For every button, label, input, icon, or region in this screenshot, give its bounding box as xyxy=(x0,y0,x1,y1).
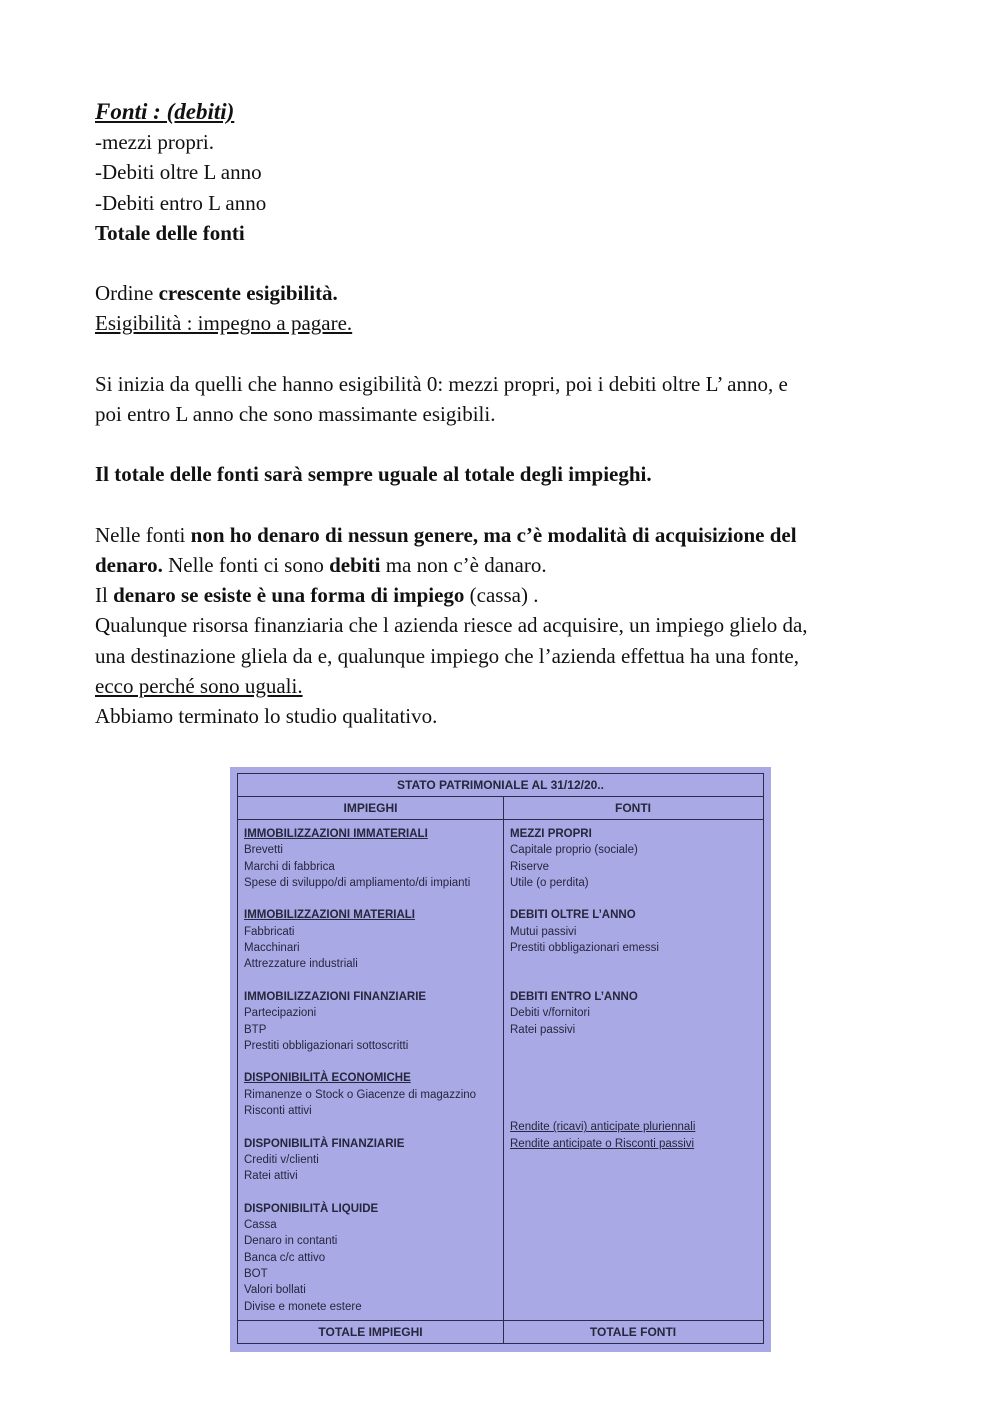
section-heading: MEZZI PROPRI xyxy=(510,828,592,840)
list-item: Divise e monete estere xyxy=(244,1300,362,1313)
total-impieghi: TOTALE IMPIEGHI xyxy=(238,1320,503,1343)
total-label: Totale delle fonti xyxy=(95,220,245,245)
bold-span: denaro. xyxy=(95,552,163,577)
bold-span: crescente esigibilità. xyxy=(158,281,338,306)
section-heading: DEBITI ENTRO L’ANNO xyxy=(510,990,638,1003)
order-line xyxy=(95,278,905,308)
text-span: (cassa) . xyxy=(464,583,539,608)
bold-span: Il totale delle fonti sarà sempre uguale al totale degli impieghi. xyxy=(95,462,652,487)
list-item: BOT xyxy=(244,1268,268,1281)
list-item: Prestiti obbligazionari emessi xyxy=(510,942,659,955)
section-heading: IMMOBILIZZAZIONI IMMATERIALI xyxy=(244,828,428,840)
impieghi-column xyxy=(244,826,499,1315)
bold-span: debiti xyxy=(329,552,381,577)
paragraph-line: poi entro L anno che sono massimante esigibili. xyxy=(95,402,496,426)
impieghi-header: IMPIEGHI xyxy=(238,797,503,820)
bold-span: denaro se esiste è una forma di impiego xyxy=(113,583,465,608)
document-body xyxy=(95,97,905,731)
list-item: -mezzi propri. xyxy=(95,130,214,155)
list-item: Rendite (ricavi) anticipate pluriennali xyxy=(510,1121,696,1134)
section-title: Fonti : (debiti) xyxy=(95,99,235,124)
list-item: Capitale proprio (sociale) xyxy=(510,844,638,857)
text-span: Nelle fonti xyxy=(95,522,191,547)
paragraph-line xyxy=(95,671,905,701)
balance-sheet-table xyxy=(237,773,764,1344)
list-item: -Debiti entro L anno xyxy=(95,190,267,215)
list-item: Rimanenze o Stock o Giacenze di magazzino xyxy=(244,1088,477,1101)
text-span: Ordine xyxy=(95,281,159,306)
paragraph-line: Abbiamo terminato lo studio qualitativo. xyxy=(95,704,438,728)
list-item: Crediti v/clienti xyxy=(244,1153,319,1166)
fonti-column xyxy=(510,826,755,1152)
list-item: Mutui passivi xyxy=(510,925,577,938)
list-item: Marchi di fabbrica xyxy=(244,860,335,873)
list-item: Denaro in contanti xyxy=(244,1235,338,1248)
text-span: Il xyxy=(95,583,114,608)
column-divider xyxy=(503,797,504,1343)
total-fonti: TOTALE FONTI xyxy=(503,1320,763,1343)
list-item: Risconti attivi xyxy=(244,1105,312,1118)
list-item: Fabbricati xyxy=(244,925,295,938)
text-span: Nelle fonti ci sono xyxy=(162,552,330,577)
list-item: Debiti v/fornitori xyxy=(510,1007,590,1020)
list-item: -Debiti oltre L anno xyxy=(95,160,262,185)
text-span: ma non c’è danaro. xyxy=(380,552,547,577)
section-heading: IMMOBILIZZAZIONI FINANZIARIE xyxy=(244,990,427,1003)
list-item: Partecipazioni xyxy=(244,1007,317,1020)
section-heading: DISPONIBILITÀ FINANZIARIE xyxy=(244,1137,405,1150)
list-item: Ratei attivi xyxy=(244,1170,298,1183)
paragraph-line xyxy=(95,580,905,610)
list-item: Riserve xyxy=(510,860,549,873)
list-item: Brevetti xyxy=(244,844,283,857)
section-heading: DEBITI OLTRE L’ANNO xyxy=(510,909,636,922)
paragraph-line: Qualunque risorsa finanziaria che l azienda riesce ad acquisire, un impiego glielo da, xyxy=(95,613,808,638)
underlined-span: Esigibilità : impegno a pagare. xyxy=(95,311,353,336)
list-item: Prestiti obbligazionari sottoscritti xyxy=(244,1039,409,1052)
list-item: Ratei passivi xyxy=(510,1023,576,1036)
list-item: Rendite anticipate o Risconti passivi xyxy=(510,1137,695,1150)
total-line xyxy=(95,218,905,248)
emphasis-line xyxy=(95,459,905,489)
list-item: Valori bollati xyxy=(244,1284,306,1297)
list-item: Banca c/c attivo xyxy=(244,1251,326,1264)
section-heading: IMMOBILIZZAZIONI MATERIALI xyxy=(244,909,415,922)
list-item: Spese di sviluppo/di ampliamento/di impianti xyxy=(244,876,471,889)
paragraph-line xyxy=(95,520,905,550)
balance-sheet-photo xyxy=(230,767,771,1352)
definition-line xyxy=(95,308,905,338)
paragraph-line: Si inizia da quelli che hanno esigibilità 0: mezzi propri, poi i debiti oltre L’ anno, e xyxy=(95,371,788,396)
sheet-title: STATO PATRIMONIALE AL 31/12/20.. xyxy=(238,774,763,797)
paragraph-line xyxy=(95,550,905,580)
list-item: Utile (o perdita) xyxy=(510,876,589,889)
list-item: BTP xyxy=(244,1023,267,1036)
section-heading: DISPONIBILITÀ LIQUIDE xyxy=(244,1202,379,1215)
list-item: Cassa xyxy=(244,1219,277,1232)
underlined-span: ecco perché sono uguali. xyxy=(95,673,303,698)
list-item: Attrezzature industriali xyxy=(244,958,358,971)
bold-span: non ho denaro di nessun genere, ma c’è modalità di acquisizione del xyxy=(190,522,797,547)
list-item: Macchinari xyxy=(244,942,300,955)
paragraph-line: una destinazione gliela da e, qualunque impiego che l’azienda effettua ha una fonte, xyxy=(95,643,799,668)
fonti-header: FONTI xyxy=(503,797,763,820)
section-heading: DISPONIBILITÀ ECONOMICHE xyxy=(244,1072,411,1085)
